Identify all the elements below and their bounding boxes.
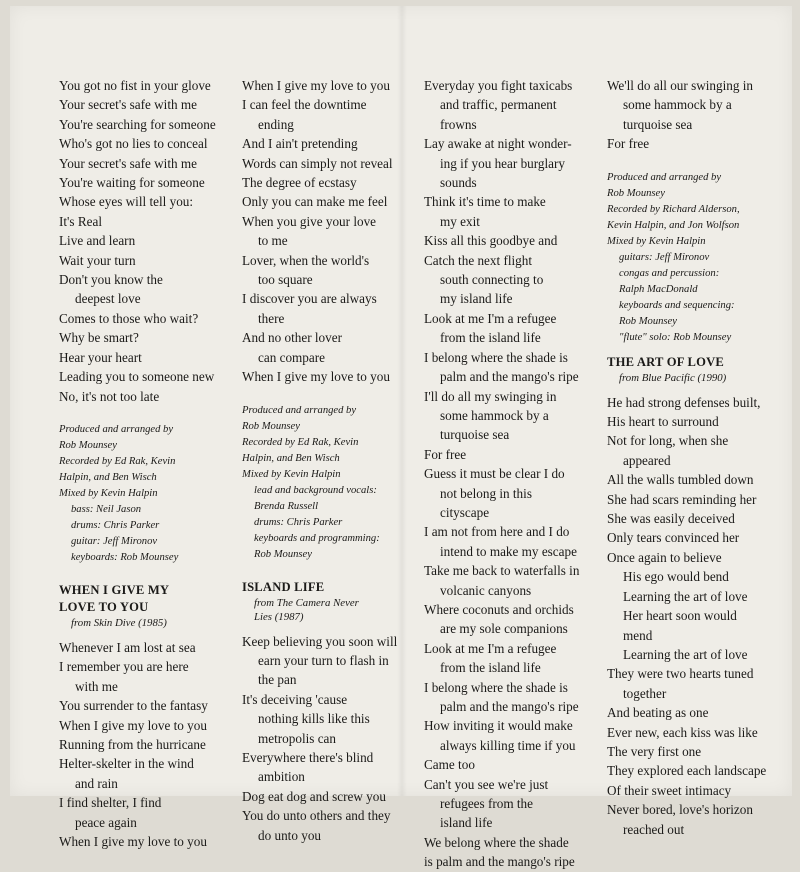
- lyric-line: from the island life: [440, 660, 541, 676]
- lyric-line: You got no fist in your glove: [59, 78, 211, 93]
- lyric-line: Don't you know the: [59, 272, 163, 288]
- lyric-line: palm and the mango's ripe: [440, 369, 579, 385]
- lyric-line: always killing time if you: [440, 737, 576, 753]
- lyric-line: Think it's time to make: [424, 194, 546, 210]
- column-4: [607, 76, 766, 839]
- lyric-line: island life: [440, 815, 493, 831]
- lyric-line: the pan: [258, 672, 297, 688]
- col2-lyrics-song: [242, 632, 397, 845]
- lyric-line: Keep believing you soon will: [242, 633, 398, 649]
- lyric-line: When I give my love to you: [59, 717, 207, 733]
- lyric-line: Can't you see we're just: [424, 776, 549, 792]
- lyric-line: How inviting it would make: [424, 718, 573, 734]
- lyric-line: volcanic canyons: [440, 582, 532, 598]
- lyric-line: there: [258, 310, 285, 326]
- col1-credits: [59, 422, 216, 566]
- lyric-line: refugees from the: [440, 796, 534, 812]
- lyric-line: They were two hearts tuned: [607, 666, 754, 682]
- credit-line: "flute" solo: Rob Mounsey: [619, 331, 732, 343]
- lyric-line: Everyday you fight taxicabs: [424, 78, 573, 93]
- lyric-line: When I give my love to you: [242, 78, 390, 93]
- column-2: [242, 76, 397, 845]
- lyric-line: Lover, when the world's: [242, 252, 370, 268]
- lyric-line: Live and learn: [59, 233, 136, 249]
- song-title-line: THE ART OF LOVE: [607, 354, 724, 369]
- lyric-line: Where coconuts and orchids: [424, 601, 574, 617]
- lyric-line: She was easily deceived: [607, 511, 735, 527]
- lyric-line: When you give your love: [242, 213, 377, 229]
- lyric-line: Wait your turn: [59, 252, 136, 268]
- lyric-line: reached out: [623, 821, 685, 837]
- col1-lyrics-song: [59, 638, 216, 851]
- lyric-line: do unto you: [258, 827, 322, 843]
- lyric-line: For free: [424, 446, 467, 462]
- lyric-line: Why be smart?: [59, 330, 139, 346]
- lyric-line: Running from the hurricane: [59, 736, 206, 752]
- col4-lyrics-song: [607, 393, 766, 839]
- lyric-line: Learning the art of love: [623, 646, 748, 662]
- lyric-line: mend: [623, 627, 653, 643]
- lyric-line: intend to make my escape: [440, 543, 577, 559]
- lyric-line: Catch the next flight: [424, 252, 533, 268]
- lyric-line: No, it's not too late: [59, 388, 160, 404]
- lyric-line: Look at me I'm a refugee: [424, 640, 557, 656]
- lyric-line: I can feel the downtime: [242, 97, 367, 113]
- lyric-line: deepest love: [75, 291, 141, 307]
- lyric-line: You're searching for someone: [59, 116, 216, 132]
- song-source-line: Lies (1987): [254, 610, 304, 623]
- lyric-line: Your secret's safe with me: [59, 155, 198, 171]
- song-title-line: LOVE TO YOU: [59, 599, 149, 614]
- credit-line: Produced and arranged by: [242, 404, 357, 416]
- lyric-line: not belong in this: [440, 485, 532, 501]
- song-title-line: ISLAND LIFE: [242, 579, 325, 594]
- lyric-line: metropolis can: [258, 730, 337, 746]
- lyric-line: For free: [607, 136, 650, 152]
- lyric-line: Of their sweet intimacy: [607, 782, 732, 798]
- lyric-line: ambition: [258, 769, 305, 785]
- credit-line: Produced and arranged by: [59, 423, 174, 435]
- credit-line: drums: Chris Parker: [71, 519, 160, 531]
- lyric-line: Words can simply not reveal: [242, 155, 393, 171]
- col4-lyrics-top: [607, 76, 766, 154]
- credit-line: Ralph MacDonald: [619, 283, 698, 295]
- lyric-line: When I give my love to you: [242, 369, 390, 385]
- lyric-line: Came too: [424, 757, 475, 773]
- lyric-line: are my sole companions: [440, 621, 568, 637]
- credit-line: lead and background vocals:: [254, 484, 377, 496]
- lyric-line: earn your turn to flash in: [258, 652, 389, 668]
- col1-song-title: [59, 582, 216, 616]
- lyric-line: Ever new, each kiss was like: [607, 724, 758, 740]
- credit-line: keyboards: Rob Mounsey: [71, 551, 179, 563]
- lyric-line: south connecting to: [440, 272, 544, 288]
- lyric-line: frowns: [440, 116, 477, 132]
- col1-song-from: from Skin Dive (1985): [71, 616, 167, 629]
- lyric-line: Only you can make me feel: [242, 194, 388, 210]
- lyric-line: We'll do all our swinging in: [607, 78, 753, 93]
- lyric-line: Once again to believe: [607, 549, 722, 565]
- lyric-line: appeared: [623, 452, 671, 468]
- col4-song-title: [607, 354, 766, 371]
- lyric-line: All the walls tumbled down: [607, 472, 754, 488]
- col2-song-title: [242, 579, 397, 596]
- lyric-line: Everywhere there's blind: [242, 749, 374, 765]
- center-fold: [397, 6, 407, 796]
- lyric-line: Her heart soon would: [623, 608, 737, 624]
- lyric-line: Take me back to waterfalls in: [424, 563, 580, 579]
- lyric-line: Lay awake at night wonder-: [424, 136, 572, 152]
- credit-line: Brenda Russell: [254, 500, 319, 512]
- lyric-line: from the island life: [440, 330, 541, 346]
- col2-lyrics-top: [242, 76, 397, 387]
- lyric-line: The very first one: [607, 743, 702, 759]
- lyric-line: It's deceiving 'cause: [242, 691, 348, 707]
- lyric-line: And I ain't pretending: [242, 136, 358, 152]
- lyric-line: I'll do all my swinging in: [424, 388, 557, 404]
- col1-lyrics-top: [59, 76, 216, 406]
- lyric-line: It's Real: [59, 213, 103, 229]
- credit-line: Mixed by Kevin Halpin: [59, 487, 158, 499]
- lyric-line: His heart to surround: [607, 414, 719, 430]
- song-source-line: from The Camera Never: [254, 596, 359, 609]
- lyric-line: The degree of ecstasy: [242, 175, 357, 191]
- lyric-line: peace again: [75, 814, 137, 830]
- lyric-line: and traffic, permanent: [440, 97, 557, 113]
- col2-credits: [242, 403, 397, 563]
- credit-line: keyboards and programming:: [254, 532, 380, 544]
- credit-line: Produced and arranged by: [607, 171, 722, 183]
- lyric-line: I belong where the shade is: [424, 349, 568, 365]
- lyric-line: to me: [258, 233, 288, 249]
- credit-line: Mixed by Kevin Halpin: [607, 235, 706, 247]
- lyric-line: He had strong defenses built,: [607, 394, 761, 410]
- lyric-line: can compare: [258, 349, 325, 365]
- credit-line: Rob Mounsey: [59, 439, 117, 451]
- lyric-line: my island life: [440, 291, 513, 307]
- lyric-line: I find shelter, I find: [59, 795, 162, 811]
- credit-line: guitars: Jeff Mironov: [619, 251, 710, 263]
- credit-line: guitar: Jeff Mironov: [71, 535, 158, 547]
- lyric-line: Hear your heart: [59, 349, 142, 365]
- lyric-line: His ego would bend: [623, 569, 729, 585]
- lyric-line: I remember you are here: [59, 659, 189, 675]
- lyric-line: Comes to those who wait?: [59, 310, 199, 326]
- credit-line: Recorded by Richard Alderson,: [607, 203, 740, 215]
- lyric-line: We belong where the shade: [424, 834, 569, 850]
- lyric-line: sounds: [440, 175, 477, 191]
- col4-credits: [607, 170, 766, 346]
- credit-line: Rob Mounsey: [242, 420, 300, 432]
- lyric-line: When I give my love to you: [59, 833, 207, 849]
- lyric-line: Never bored, love's horizon: [607, 802, 753, 818]
- col2-song-from: [242, 596, 397, 624]
- lyric-line: turquoise sea: [440, 427, 510, 443]
- lyric-line: Only tears convinced her: [607, 530, 740, 546]
- lyric-line: I am not from here and I do: [424, 524, 570, 540]
- lyric-line: You do unto others and they: [242, 808, 391, 824]
- lyric-line: Guess it must be clear I do: [424, 466, 565, 482]
- credit-line: Rob Mounsey: [619, 315, 677, 327]
- lyric-line: Look at me I'm a refugee: [424, 310, 557, 326]
- credit-line: Kevin Halpin, and Jon Wolfson: [607, 219, 740, 231]
- credit-line: Halpin, and Ben Wisch: [242, 452, 340, 464]
- lyric-line: And no other lover: [242, 330, 342, 346]
- credit-line: Halpin, and Ben Wisch: [59, 471, 157, 483]
- lyric-line: Dog eat dog and screw you: [242, 788, 386, 804]
- lyric-line: is palm and the mango's ripe: [424, 854, 575, 870]
- lyric-line: cityscape: [440, 504, 490, 520]
- credit-line: keyboards and sequencing:: [619, 299, 735, 311]
- lyric-line: I discover you are always: [242, 291, 377, 307]
- lyric-line: Whose eyes will tell you:: [59, 194, 194, 210]
- lyric-line: turquoise sea: [623, 116, 693, 132]
- col4-song-from: from Blue Pacific (1990): [619, 371, 727, 384]
- lyric-line: Helter-skelter in the wind: [59, 756, 194, 772]
- lyric-line: my exit: [440, 213, 480, 229]
- lyric-line: Leading you to someone new: [59, 369, 215, 385]
- lyric-line: And beating as one: [607, 705, 709, 721]
- lyric-line: Learning the art of love: [623, 588, 748, 604]
- lyric-line: some hammock by a: [440, 407, 549, 423]
- credit-line: Rob Mounsey: [254, 548, 312, 560]
- credit-line: Recorded by Ed Rak, Kevin: [59, 455, 176, 467]
- col3-lyrics: [424, 76, 579, 872]
- lyric-line: You surrender to the fantasy: [59, 698, 208, 714]
- lyric-line: Who's got no lies to conceal: [59, 136, 208, 152]
- lyric-line: You're waiting for someone: [59, 175, 205, 191]
- lyric-line: Not for long, when she: [607, 433, 729, 449]
- lyric-line: some hammock by a: [623, 97, 732, 113]
- credit-line: Mixed by Kevin Halpin: [242, 468, 341, 480]
- column-3: [424, 76, 579, 872]
- lyric-line: I belong where the shade is: [424, 679, 568, 695]
- lyric-line: They explored each landscape: [607, 763, 767, 779]
- column-1: [59, 76, 216, 851]
- lyric-line: Your secret's safe with me: [59, 97, 198, 113]
- lyric-line: with me: [75, 678, 118, 694]
- lyric-line: ing if you hear burglary: [440, 155, 566, 171]
- song-title-line: WHEN I GIVE MY: [59, 582, 170, 597]
- lyric-line: nothing kills like this: [258, 711, 370, 727]
- lyric-line: Kiss all this goodbye and: [424, 233, 558, 249]
- lyric-line: ending: [258, 116, 294, 132]
- lyric-line: Whenever I am lost at sea: [59, 639, 196, 655]
- lyric-line: palm and the mango's ripe: [440, 699, 579, 714]
- credit-line: Recorded by Ed Rak, Kevin: [242, 436, 359, 448]
- lyric-line: too square: [258, 272, 313, 288]
- credit-line: Rob Mounsey: [607, 187, 665, 199]
- credit-line: drums: Chris Parker: [254, 516, 343, 528]
- credit-line: congas and percussion:: [619, 267, 720, 279]
- credit-line: bass: Neil Jason: [71, 503, 142, 515]
- lyric-line: She had scars reminding her: [607, 491, 757, 507]
- lyric-line: together: [623, 685, 667, 701]
- lyric-line: and rain: [75, 775, 118, 791]
